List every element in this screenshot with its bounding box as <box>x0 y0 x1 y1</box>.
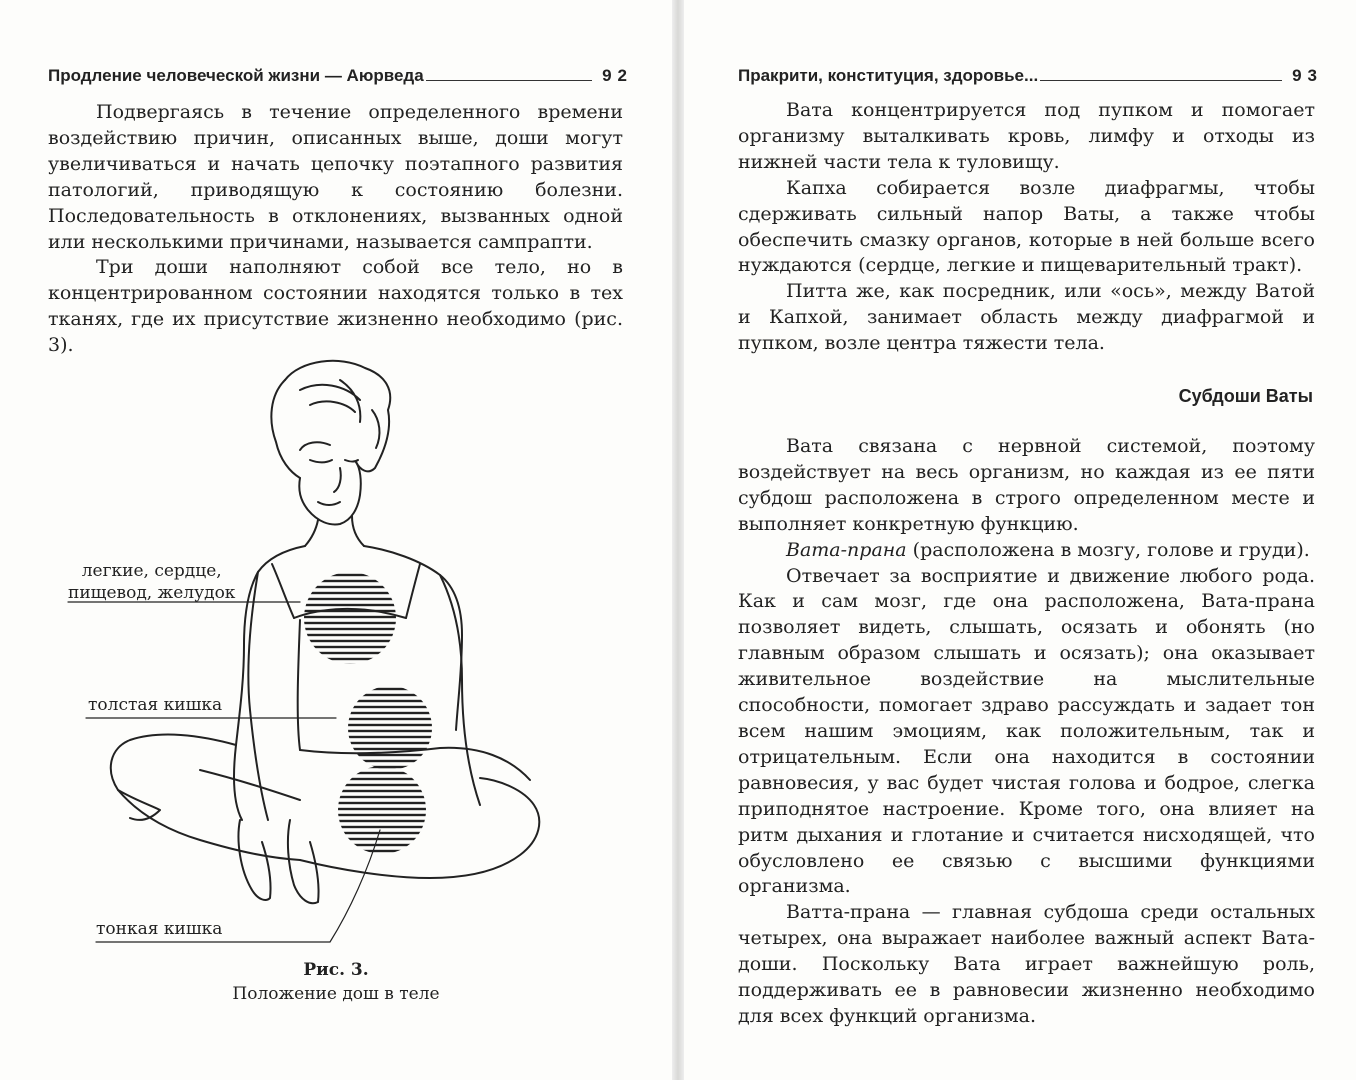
right-paragraph-main-subdosha: Ватта-прана — главная субдоша среди остальных четырех, она выражает наиболее важный аспект Вата-доши. Поскольку Вата играет важнейшую роль, поддерживать ее в равновесии жизненно необходимо для всех функций организма. <box>738 901 1315 1027</box>
right-page <box>684 0 1356 1080</box>
right-body-text-bottom <box>738 434 1315 1030</box>
label-large-intestine: толстая кишка <box>88 695 223 715</box>
left-paragraph-1: Подвергаясь в течение определенного времени воздействию причин, описанных выше, доши могут увеличиваться и начать цепочку поэтапного развития патологий, приводящую к состоянию болезни. Последовательность в отклонениях, вызванных одной или несколькими причинами, называется сампрапти. <box>48 101 623 253</box>
right-paragraph-1: Вата концентрируется под пупком и помогает организму выталкивать кровь, лимфу и отходы из нижней части тела к туловищу. <box>738 99 1315 173</box>
right-paragraph-intro: Вата связана с нервной системой, поэтому воздействует на весь организм, но каждая из ее пяти субдош расположена в строго определенном месте и выполняет конкретную функцию. <box>738 435 1315 535</box>
dosha-figure <box>0 350 672 950</box>
subheading-vata-subdoshas: Субдоши Ваты <box>1178 386 1313 406</box>
right-body-text-top <box>738 98 1315 357</box>
right-paragraph-function: Отвечает за восприятие и движение любого рода. Как и сам мозг, где она расположена, Вата-прана позволяет видеть, слышать, осязать и обонять (но главным образом слышать и осязать); она оказывает живительное воздействие на мыслительные способности, помогает здраво рассуждать и задает тон всем нашим эмоциям, как положительным, так и отрицательным. Если она находится в состоянии равновесия, у вас будет чистая голова и бодрое, слегка приподнятое настроение. Кроме того, она влияет на ритм дыхания и глотание и считается нисходящей, что обусловлено ее связью с высшими функциями организма. <box>738 564 1315 898</box>
right-paragraph-2: Капха собирается возле диафрагмы, чтобы сдерживать сильный напор Ваты, а также чтобы обеспечить смазку органов, которые в ней больше всего нуждаются (сердце, легкие и пищеварительный тракт). <box>738 176 1315 277</box>
left-paragraph-2: Три доши наполняют собой все тело, но в концентрированном состоянии находятся только в тех тканях, где их присутствие жизненно необходимо (рис. 3). <box>48 256 623 357</box>
left-page <box>0 0 672 1080</box>
left-page-number: 92 <box>602 66 633 85</box>
left-running-head <box>48 60 633 86</box>
label-line-2: пищевод, желудок <box>68 583 236 603</box>
prana-term: Вата-прана <box>786 538 907 561</box>
label-small-intestine: тонкая кишка <box>96 919 223 939</box>
book-gutter <box>672 0 684 1080</box>
right-paragraph-prana <box>738 538 1315 564</box>
right-running-head <box>738 60 1323 86</box>
left-body-text <box>48 100 623 359</box>
right-page-number: 93 <box>1292 66 1323 85</box>
caption-number: Рис. 3. <box>303 960 369 980</box>
prana-location: (расположена в мозгу, голове и груди). <box>906 538 1310 561</box>
right-paragraph-3: Питта же, как посредник, или «ось», между Ватой и Капхой, занимает область между диафрагмой и пупком, возле центра тяжести тела. <box>738 280 1315 355</box>
right-header-rule <box>1040 80 1282 81</box>
label-lungs-heart <box>68 560 235 604</box>
left-header-rule <box>426 80 592 81</box>
caption-text: Положение дош в теле <box>232 984 440 1004</box>
left-running-title: Продление человеческой жизни — Аюрведа <box>48 66 424 85</box>
label-line-1: легкие, сердце, <box>81 561 222 581</box>
right-running-title: Пракрити, конституция, здоровье... <box>738 66 1039 85</box>
seated-woman-illustration <box>0 350 672 950</box>
figure-caption <box>0 958 672 1006</box>
